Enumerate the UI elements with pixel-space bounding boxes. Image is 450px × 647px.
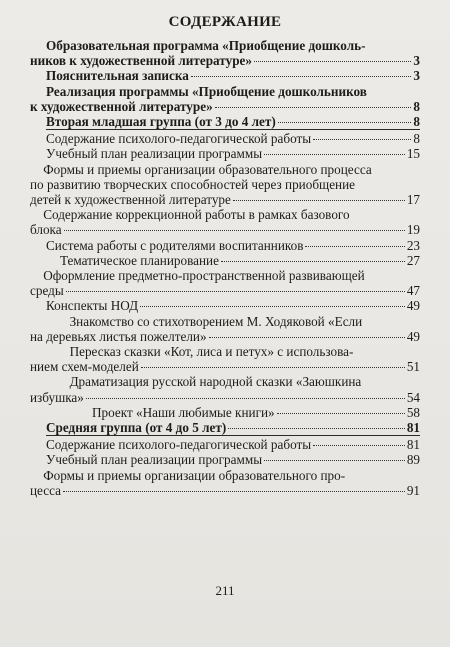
toc-entry bbox=[30, 38, 420, 68]
toc-entry bbox=[30, 374, 420, 404]
toc-entry bbox=[30, 253, 420, 268]
toc-entry-title: Тематическое планирование bbox=[60, 252, 219, 268]
dot-leader bbox=[141, 367, 405, 368]
toc-entry-text-line: Драматизация русской народной сказки «Заюшкина bbox=[30, 374, 362, 390]
toc-entry-title: блока bbox=[30, 222, 62, 238]
toc-entry-text-line: Пересказ сказки «Кот, лиса и петух» с использова- bbox=[30, 344, 354, 360]
toc-entry-page: 81 bbox=[406, 437, 420, 453]
dot-leader bbox=[254, 61, 411, 62]
toc-entry-page: 15 bbox=[406, 146, 420, 162]
toc-entry-page: 51 bbox=[406, 359, 420, 375]
toc-entry bbox=[30, 162, 420, 208]
toc-entry bbox=[30, 405, 420, 420]
dot-leader bbox=[264, 460, 405, 461]
toc-entry bbox=[30, 131, 420, 146]
toc-entry-title: Средняя группа (от 4 до 5 лет) bbox=[46, 420, 227, 436]
toc-entry-text-line: Знакомство со стихотворением М. Ходяковой «Если bbox=[30, 313, 363, 329]
dot-leader bbox=[305, 246, 404, 247]
toc-entry bbox=[30, 268, 420, 298]
toc-entry bbox=[30, 437, 420, 452]
toc-entry-title: Содержание психолого-педагогической работы bbox=[46, 437, 312, 453]
toc-entry-title: к художественной литературе» bbox=[30, 98, 213, 114]
toc-entry-page: 47 bbox=[406, 283, 420, 299]
dot-leader bbox=[313, 445, 405, 446]
toc-entry bbox=[30, 452, 420, 467]
dot-leader bbox=[228, 428, 405, 429]
toc-entry-title: Проект «Наши любимые книги» bbox=[92, 404, 275, 420]
section-rule bbox=[46, 129, 420, 130]
toc-entry-page: 49 bbox=[406, 328, 420, 344]
toc-entry-text-line: Оформление предметно-пространственной развивающей bbox=[30, 268, 365, 284]
toc-entry-title: Конспекты НОД bbox=[46, 298, 139, 314]
toc-entry-page: 54 bbox=[406, 389, 420, 405]
dot-leader bbox=[140, 306, 405, 307]
dot-leader bbox=[86, 398, 405, 399]
section-rule bbox=[46, 435, 420, 436]
dot-leader bbox=[278, 122, 412, 123]
toc-entry-title: Вторая младшая группа (от 3 до 4 лет) bbox=[46, 114, 276, 130]
toc-entry-title: на деревьях листья пожелтели» bbox=[30, 328, 207, 344]
toc-entry bbox=[30, 114, 420, 130]
toc-entry bbox=[30, 207, 420, 237]
toc-entry-text-line: Образовательная программа «Приобщение дошколь- bbox=[46, 38, 366, 53]
toc-entry-title: цесса bbox=[30, 482, 61, 498]
toc-entry-page: 89 bbox=[406, 452, 420, 468]
toc-entry bbox=[30, 68, 420, 83]
toc-entry-page: 19 bbox=[406, 222, 420, 238]
toc-entry-page: 3 bbox=[413, 68, 420, 84]
toc-entry bbox=[30, 146, 420, 161]
toc-entry bbox=[30, 298, 420, 313]
toc-entry bbox=[30, 468, 420, 498]
toc-entry-title: Учебный план реализации программы bbox=[46, 146, 263, 162]
dot-leader bbox=[233, 200, 405, 201]
toc-entry-title: ников к художественной литературе» bbox=[30, 53, 252, 69]
toc-entry bbox=[30, 344, 420, 374]
toc-entry-page: 91 bbox=[406, 482, 420, 498]
toc-entry-page: 58 bbox=[406, 404, 420, 420]
toc-entry-title: Содержание психолого-педагогической работы bbox=[46, 131, 312, 147]
toc-entry-page: 8 bbox=[413, 98, 420, 114]
toc-entry-page: 3 bbox=[413, 53, 420, 69]
page-title: СОДЕРЖАНИЕ bbox=[168, 14, 282, 30]
toc-entry-title: избушка» bbox=[30, 389, 84, 405]
dot-leader bbox=[191, 76, 412, 77]
dot-leader bbox=[66, 291, 405, 292]
toc-entry-text-line: по развитию творческих способностей через приобщение bbox=[30, 176, 356, 192]
dot-leader bbox=[264, 154, 405, 155]
toc-entry-text-line: Реализация программы «Приобщение дошкольников bbox=[46, 83, 367, 99]
dot-leader bbox=[277, 413, 405, 414]
toc-entry-title: среды bbox=[30, 283, 64, 299]
toc-entry-page: 17 bbox=[406, 192, 420, 208]
toc-entry-title: Система работы с родителями воспитанников bbox=[46, 237, 304, 253]
dot-leader bbox=[313, 139, 411, 140]
dot-leader bbox=[221, 261, 405, 262]
toc-entry-text-line: Формы и приемы организации образовательного про- bbox=[30, 467, 346, 483]
toc-entry-page: 81 bbox=[406, 420, 420, 436]
toc-entry bbox=[30, 420, 420, 436]
toc-entry-title: Пояснительная записка bbox=[46, 68, 189, 84]
toc-entry bbox=[30, 84, 420, 114]
toc-entry-page: 27 bbox=[406, 252, 420, 268]
toc-entry-text-line: Формы и приемы организации образовательного процесса bbox=[30, 161, 372, 177]
page-number: 211 bbox=[215, 583, 235, 598]
toc-entry-page: 49 bbox=[406, 298, 420, 314]
dot-leader bbox=[215, 107, 412, 108]
toc-entry-page: 23 bbox=[406, 237, 420, 253]
toc-entry bbox=[30, 314, 420, 344]
toc-entry bbox=[30, 238, 420, 253]
dot-leader bbox=[209, 337, 405, 338]
toc-entry-title: Учебный план реализации программы bbox=[46, 452, 263, 468]
dot-leader bbox=[64, 230, 405, 231]
toc-entry-text-line: Содержание коррекционной работы в рамках базового bbox=[30, 207, 350, 223]
table-of-contents bbox=[30, 38, 420, 498]
dot-leader bbox=[63, 491, 405, 492]
toc-entry-page: 8 bbox=[413, 114, 420, 130]
toc-entry-title: нием схем-моделей bbox=[30, 359, 139, 375]
toc-entry-title: детей к художественной литературе bbox=[30, 192, 231, 208]
toc-entry-page: 8 bbox=[413, 131, 420, 147]
